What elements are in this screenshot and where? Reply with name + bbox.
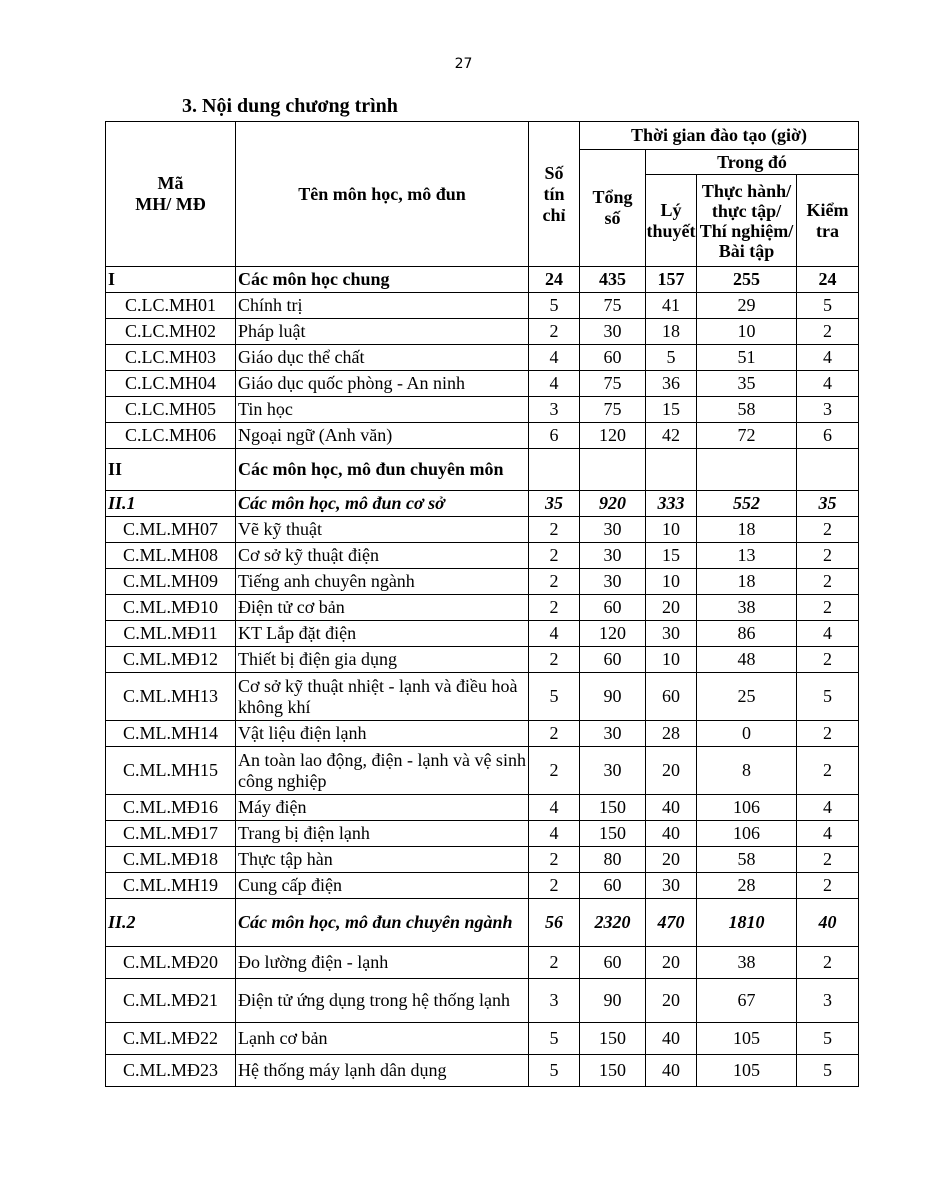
- cell-practice: 25: [697, 673, 797, 721]
- cell-total: 120: [580, 621, 646, 647]
- cell-exam: 2: [797, 517, 859, 543]
- cell-name: Trang bị điện lạnh: [236, 821, 529, 847]
- cell-theory: 28: [646, 721, 697, 747]
- cell-name: Tin học: [236, 397, 529, 423]
- cell-practice: 67: [697, 979, 797, 1023]
- cell-total: 75: [580, 397, 646, 423]
- cell-name: Cơ sở kỹ thuật nhiệt - lạnh và điều hoà không khí: [236, 673, 529, 721]
- table-row: [106, 795, 859, 821]
- cell-total: 90: [580, 979, 646, 1023]
- table-row: [106, 397, 859, 423]
- cell-theory: 20: [646, 979, 697, 1023]
- cell-credits: 56: [529, 899, 580, 947]
- cell-name: Cơ sở kỹ thuật điện: [236, 543, 529, 569]
- cell-code: C.ML.MĐ12: [106, 647, 236, 673]
- cell-total: 30: [580, 319, 646, 345]
- cell-code: C.ML.MĐ21: [106, 979, 236, 1023]
- cell-practice: 105: [697, 1023, 797, 1055]
- cell-practice: 0: [697, 721, 797, 747]
- cell-name: Giáo dục quốc phòng - An ninh: [236, 371, 529, 397]
- cell-name: Chính trị: [236, 293, 529, 319]
- cell-name: Vật liệu điện lạnh: [236, 721, 529, 747]
- cell-theory: 20: [646, 747, 697, 795]
- cell-code: C.LC.MH01: [106, 293, 236, 319]
- cell-exam: 4: [797, 371, 859, 397]
- cell-code: C.LC.MH06: [106, 423, 236, 449]
- cell-practice: 58: [697, 847, 797, 873]
- cell-credits: 4: [529, 371, 580, 397]
- cell-exam: 2: [797, 721, 859, 747]
- cell-total: 150: [580, 821, 646, 847]
- cell-theory: 40: [646, 821, 697, 847]
- table-row: [106, 979, 859, 1023]
- cell-name: Điện tử ứng dụng trong hệ thống lạnh: [236, 979, 529, 1023]
- cell-name: Các môn học, mô đun chuyên ngành: [236, 899, 529, 947]
- header-exam: Kiểm tra: [797, 175, 859, 267]
- cell-credits: 4: [529, 795, 580, 821]
- cell-theory: 18: [646, 319, 697, 345]
- cell-credits: 4: [529, 345, 580, 371]
- header-total: Tổng số: [580, 150, 646, 267]
- cell-exam: 5: [797, 1023, 859, 1055]
- table-row: [106, 747, 859, 795]
- cell-total: 2320: [580, 899, 646, 947]
- cell-name: Giáo dục thể chất: [236, 345, 529, 371]
- cell-total: 30: [580, 569, 646, 595]
- cell-credits: 5: [529, 293, 580, 319]
- cell-credits: 24: [529, 267, 580, 293]
- cell-practice: 38: [697, 595, 797, 621]
- header-of-which: Trong đó: [646, 150, 859, 175]
- cell-exam: 6: [797, 423, 859, 449]
- cell-code: C.ML.MĐ17: [106, 821, 236, 847]
- cell-theory: 5: [646, 345, 697, 371]
- cell-theory: [646, 449, 697, 491]
- cell-code: II: [106, 449, 236, 491]
- cell-name: Các môn học, mô đun cơ sở: [236, 491, 529, 517]
- table-row: [106, 1023, 859, 1055]
- cell-credits: 2: [529, 569, 580, 595]
- cell-code: C.ML.MH09: [106, 569, 236, 595]
- cell-theory: 157: [646, 267, 697, 293]
- cell-exam: 2: [797, 947, 859, 979]
- cell-total: 30: [580, 721, 646, 747]
- cell-total: 150: [580, 795, 646, 821]
- cell-name: Điện tử cơ bản: [236, 595, 529, 621]
- cell-total: 75: [580, 293, 646, 319]
- cell-total: 150: [580, 1023, 646, 1055]
- cell-practice: [697, 449, 797, 491]
- cell-exam: 2: [797, 595, 859, 621]
- cell-code: C.LC.MH02: [106, 319, 236, 345]
- cell-code: C.ML.MĐ10: [106, 595, 236, 621]
- cell-total: 60: [580, 647, 646, 673]
- cell-theory: 30: [646, 873, 697, 899]
- cell-practice: 8: [697, 747, 797, 795]
- cell-theory: 40: [646, 1023, 697, 1055]
- header-name: Tên môn học, mô đun: [236, 122, 529, 267]
- cell-code: C.ML.MH15: [106, 747, 236, 795]
- cell-theory: 10: [646, 569, 697, 595]
- cell-exam: 3: [797, 979, 859, 1023]
- cell-code: C.LC.MH04: [106, 371, 236, 397]
- cell-code: C.ML.MĐ20: [106, 947, 236, 979]
- cell-code: C.ML.MĐ18: [106, 847, 236, 873]
- program-content-table: [105, 121, 859, 1087]
- cell-name: Tiếng anh chuyên ngành: [236, 569, 529, 595]
- cell-exam: [797, 449, 859, 491]
- cell-practice: 106: [697, 821, 797, 847]
- cell-total: [580, 449, 646, 491]
- table-row: [106, 873, 859, 899]
- table-row: [106, 721, 859, 747]
- cell-code: C.ML.MH08: [106, 543, 236, 569]
- cell-name: Thiết bị điện gia dụng: [236, 647, 529, 673]
- cell-name: Hệ thống máy lạnh dân dụng: [236, 1055, 529, 1087]
- table-header: [106, 122, 859, 267]
- cell-theory: 10: [646, 647, 697, 673]
- cell-name: Các môn học, mô đun chuyên môn: [236, 449, 529, 491]
- cell-name: Ngoại ngữ (Anh văn): [236, 423, 529, 449]
- cell-total: 60: [580, 947, 646, 979]
- cell-credits: 2: [529, 947, 580, 979]
- cell-code: II.2: [106, 899, 236, 947]
- cell-practice: 552: [697, 491, 797, 517]
- table-row: [106, 319, 859, 345]
- cell-credits: 3: [529, 397, 580, 423]
- table-row: [106, 621, 859, 647]
- cell-theory: 15: [646, 543, 697, 569]
- cell-theory: 20: [646, 847, 697, 873]
- cell-theory: 60: [646, 673, 697, 721]
- cell-practice: 106: [697, 795, 797, 821]
- cell-exam: 2: [797, 569, 859, 595]
- cell-name: Các môn học chung: [236, 267, 529, 293]
- cell-total: 60: [580, 595, 646, 621]
- cell-total: 30: [580, 517, 646, 543]
- table-row: [106, 569, 859, 595]
- cell-theory: 20: [646, 595, 697, 621]
- cell-practice: 72: [697, 423, 797, 449]
- cell-exam: 5: [797, 293, 859, 319]
- cell-theory: 470: [646, 899, 697, 947]
- cell-exam: 3: [797, 397, 859, 423]
- cell-credits: 35: [529, 491, 580, 517]
- cell-code: C.ML.MĐ11: [106, 621, 236, 647]
- cell-name: Lạnh cơ bản: [236, 1023, 529, 1055]
- cell-theory: 20: [646, 947, 697, 979]
- cell-total: 90: [580, 673, 646, 721]
- table-row: [106, 947, 859, 979]
- table-row: [106, 673, 859, 721]
- subgroup-row: [106, 491, 859, 517]
- cell-code: I: [106, 267, 236, 293]
- cell-credits: 4: [529, 621, 580, 647]
- table-row: [106, 293, 859, 319]
- cell-exam: 2: [797, 747, 859, 795]
- cell-total: 150: [580, 1055, 646, 1087]
- cell-code: C.ML.MH19: [106, 873, 236, 899]
- cell-credits: 5: [529, 673, 580, 721]
- section-title: 3. Nội dung chương trình: [182, 95, 398, 117]
- table-row: [106, 371, 859, 397]
- cell-exam: 35: [797, 491, 859, 517]
- cell-practice: 86: [697, 621, 797, 647]
- cell-exam: 24: [797, 267, 859, 293]
- cell-practice: 18: [697, 517, 797, 543]
- cell-exam: 2: [797, 319, 859, 345]
- page-number: 27: [454, 56, 473, 72]
- cell-total: 30: [580, 747, 646, 795]
- cell-theory: 42: [646, 423, 697, 449]
- cell-credits: 2: [529, 647, 580, 673]
- cell-total: 30: [580, 543, 646, 569]
- cell-theory: 10: [646, 517, 697, 543]
- cell-exam: 2: [797, 873, 859, 899]
- cell-name: Cung cấp điện: [236, 873, 529, 899]
- cell-code: C.ML.MĐ22: [106, 1023, 236, 1055]
- cell-exam: 4: [797, 621, 859, 647]
- cell-practice: 48: [697, 647, 797, 673]
- cell-credits: 5: [529, 1023, 580, 1055]
- cell-theory: 15: [646, 397, 697, 423]
- cell-exam: 4: [797, 345, 859, 371]
- cell-practice: 51: [697, 345, 797, 371]
- cell-exam: 5: [797, 673, 859, 721]
- cell-practice: 38: [697, 947, 797, 979]
- cell-theory: 36: [646, 371, 697, 397]
- cell-credits: 3: [529, 979, 580, 1023]
- cell-practice: 58: [697, 397, 797, 423]
- cell-practice: 18: [697, 569, 797, 595]
- cell-credits: 2: [529, 721, 580, 747]
- cell-exam: 40: [797, 899, 859, 947]
- cell-total: 60: [580, 345, 646, 371]
- cell-name: Đo lường điện - lạnh: [236, 947, 529, 979]
- cell-theory: 40: [646, 795, 697, 821]
- header-credits: Số tín chỉ: [529, 122, 580, 267]
- cell-name: Vẽ kỹ thuật: [236, 517, 529, 543]
- cell-exam: 4: [797, 821, 859, 847]
- cell-credits: 5: [529, 1055, 580, 1087]
- cell-exam: 5: [797, 1055, 859, 1087]
- cell-theory: 41: [646, 293, 697, 319]
- table-row: [106, 647, 859, 673]
- table-row: [106, 595, 859, 621]
- cell-code: II.1: [106, 491, 236, 517]
- cell-credits: 4: [529, 821, 580, 847]
- cell-practice: 29: [697, 293, 797, 319]
- cell-credits: 2: [529, 319, 580, 345]
- table-row: [106, 821, 859, 847]
- cell-name: Pháp luật: [236, 319, 529, 345]
- cell-theory: 30: [646, 621, 697, 647]
- cell-practice: 35: [697, 371, 797, 397]
- cell-name: KT Lắp đặt điện: [236, 621, 529, 647]
- cell-practice: 255: [697, 267, 797, 293]
- cell-name: An toàn lao động, điện - lạnh và vệ sinh công nghiệp: [236, 747, 529, 795]
- cell-code: C.ML.MH13: [106, 673, 236, 721]
- cell-credits: 2: [529, 595, 580, 621]
- cell-total: 80: [580, 847, 646, 873]
- table-row: [106, 543, 859, 569]
- cell-credits: 6: [529, 423, 580, 449]
- cell-theory: 333: [646, 491, 697, 517]
- header-training-time: Thời gian đào tạo (giờ): [580, 122, 859, 150]
- cell-practice: 10: [697, 319, 797, 345]
- cell-name: Máy điện: [236, 795, 529, 821]
- cell-exam: 2: [797, 543, 859, 569]
- cell-code: C.LC.MH03: [106, 345, 236, 371]
- cell-exam: 2: [797, 847, 859, 873]
- table-row: [106, 345, 859, 371]
- table-body: [106, 267, 859, 1087]
- subgroup-row: [106, 899, 859, 947]
- header-code: Mã MH/ MĐ: [106, 122, 236, 267]
- cell-code: C.ML.MĐ16: [106, 795, 236, 821]
- cell-total: 435: [580, 267, 646, 293]
- cell-theory: 40: [646, 1055, 697, 1087]
- cell-name: Thực tập hàn: [236, 847, 529, 873]
- table-row: [106, 517, 859, 543]
- cell-credits: 2: [529, 873, 580, 899]
- cell-credits: 2: [529, 543, 580, 569]
- group-row: [106, 267, 859, 293]
- group-row: [106, 449, 859, 491]
- cell-exam: 2: [797, 647, 859, 673]
- cell-code: C.ML.MH07: [106, 517, 236, 543]
- cell-code: C.LC.MH05: [106, 397, 236, 423]
- cell-credits: 2: [529, 517, 580, 543]
- cell-credits: 2: [529, 747, 580, 795]
- cell-total: 120: [580, 423, 646, 449]
- header-theory: Lý thuyết: [646, 175, 697, 267]
- cell-code: C.ML.MĐ23: [106, 1055, 236, 1087]
- cell-practice: 105: [697, 1055, 797, 1087]
- table-row: [106, 847, 859, 873]
- cell-total: 60: [580, 873, 646, 899]
- header-practice: Thực hành/ thực tập/ Thí nghiệm/ Bài tập: [697, 175, 797, 267]
- cell-total: 75: [580, 371, 646, 397]
- cell-practice: 28: [697, 873, 797, 899]
- cell-credits: 2: [529, 847, 580, 873]
- cell-total: 920: [580, 491, 646, 517]
- table-row: [106, 423, 859, 449]
- table-row: [106, 1055, 859, 1087]
- cell-practice: 13: [697, 543, 797, 569]
- cell-exam: 4: [797, 795, 859, 821]
- cell-code: C.ML.MH14: [106, 721, 236, 747]
- cell-credits: [529, 449, 580, 491]
- cell-practice: 1810: [697, 899, 797, 947]
